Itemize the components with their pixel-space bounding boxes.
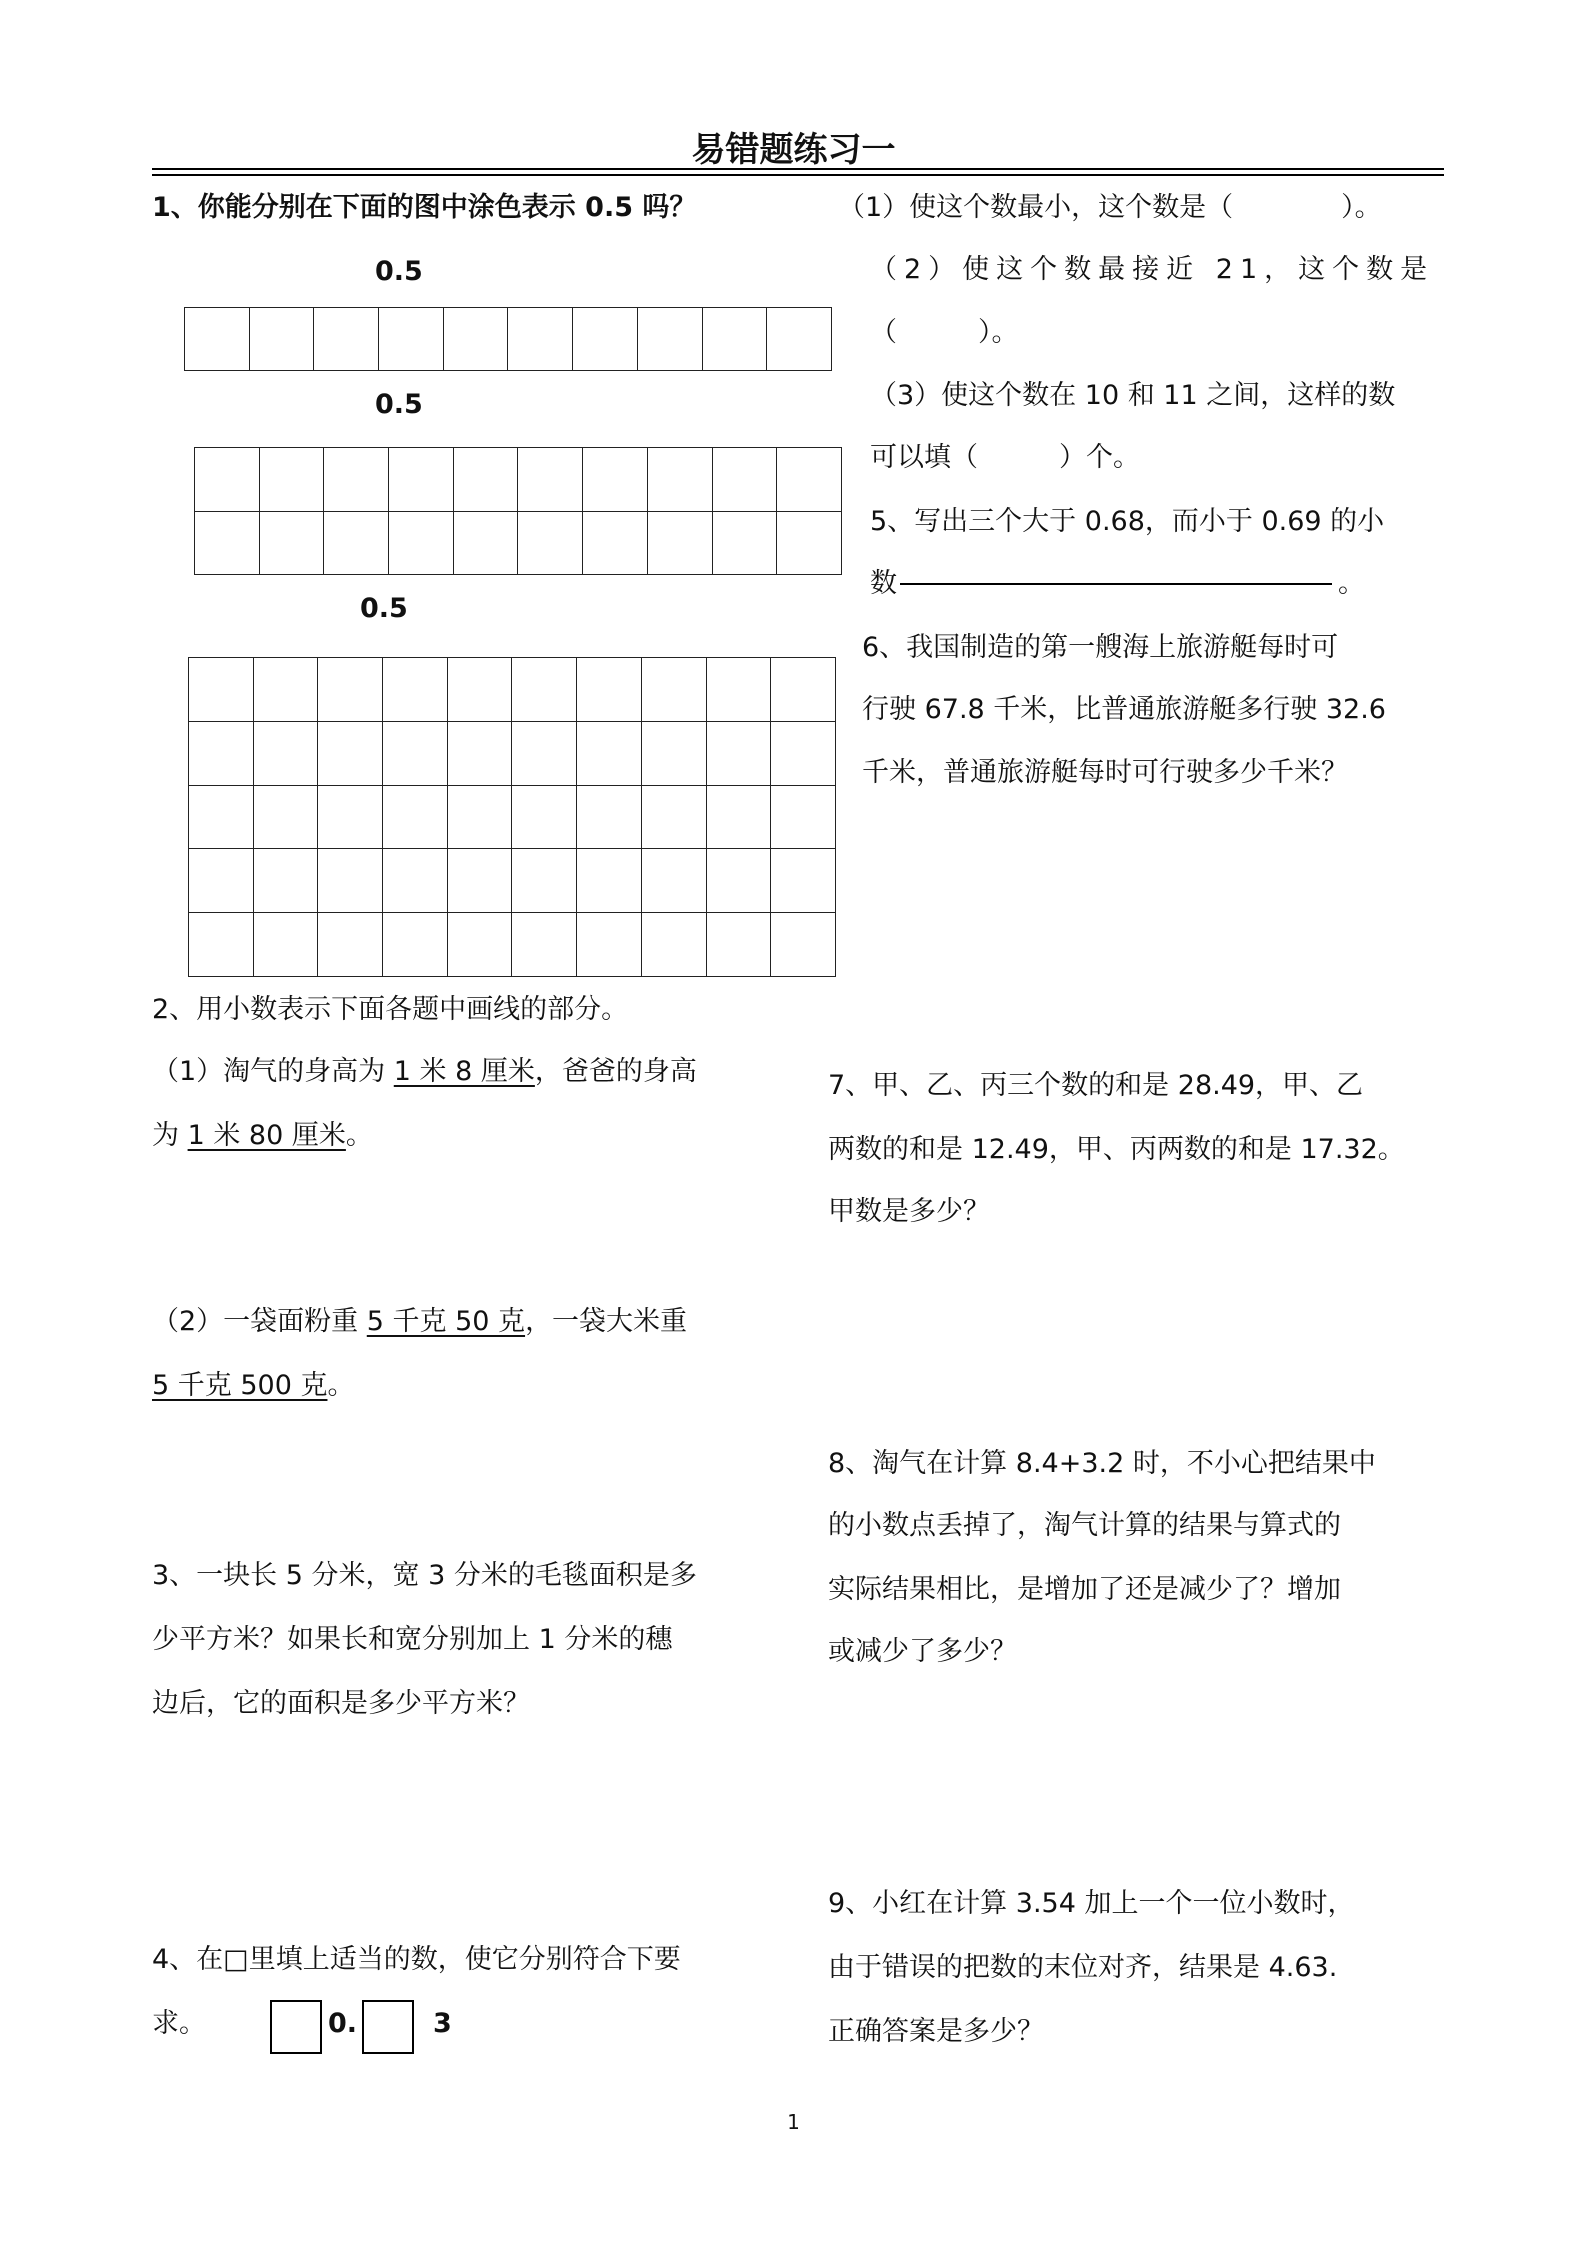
q9-line-1: 9、小红在计算 3.54 加上一个一位小数时， [828,1888,1355,1919]
grid-cell[interactable] [706,785,771,849]
q5-line-1: 5、写出三个大于 0.68，而小于 0.69 的小 [870,506,1385,537]
grid-cell[interactable] [712,448,777,512]
q2-part1-text-a: （1）淘气的身高为 [152,1056,394,1087]
q8-line-2: 的小数点丢掉了，淘气计算的结果与算式的 [828,1510,1341,1541]
q5-line-2-start: 数 [870,568,897,599]
q4-sub2-line1: （2）使这个数最接近 21，这个数是 [870,254,1435,285]
grid-cell[interactable] [389,511,454,575]
grid-cell[interactable] [706,658,771,722]
grid-cell[interactable] [443,308,508,371]
q2-part2-text-d: 。 [327,1370,355,1401]
grid-cell[interactable] [379,308,444,371]
grid-cell[interactable] [641,721,706,785]
grid-cell[interactable] [706,849,771,913]
grid-cell[interactable] [189,658,254,722]
grid-cell[interactable] [318,658,383,722]
grid-cell[interactable] [712,511,777,575]
grid-cell[interactable] [647,511,712,575]
grid-cell[interactable] [577,721,642,785]
grid-cell[interactable] [383,849,448,913]
grid-cell[interactable] [253,658,318,722]
grid-cell[interactable] [383,658,448,722]
grid-cell[interactable] [577,849,642,913]
q1-prompt: 1、你能分别在下面的图中涂色表示 0.5 吗？ [152,192,697,223]
grid-cell[interactable] [253,913,318,977]
grid-cell[interactable] [324,511,389,575]
q1-grid-1x10[interactable] [184,307,832,371]
q3-line-2: 少平方米？如果长和宽分别加上 1 分米的穗 [152,1624,673,1655]
q4-number-part-2: 3 [433,2008,452,2039]
grid-cell[interactable] [577,913,642,977]
grid-cell[interactable] [637,308,702,371]
q2-part1-underlined-2: 1 米 80 厘米 [187,1120,346,1151]
grid-cell[interactable] [512,913,577,977]
q1-grid-2x10[interactable] [194,447,842,575]
q3-line-1: 3、一块长 5 分米，宽 3 分米的毛毯面积是多 [152,1560,697,1591]
grid-cell[interactable] [767,308,832,371]
q2-part1-text-c: 为 [152,1120,188,1151]
q2-prompt: 2、用小数表示下面各题中画线的部分。 [152,994,629,1025]
grid-cell[interactable] [512,658,577,722]
q9-line-3: 正确答案是多少？ [828,2016,1044,2047]
q6-line-3: 千米，普通旅游艇每时可行驶多少千米？ [862,757,1348,788]
grid-cell[interactable] [518,511,583,575]
q8-line-3: 实际结果相比，是增加了还是减少了？增加 [828,1574,1341,1605]
grid-cell[interactable] [195,448,260,512]
grid-cell[interactable] [641,849,706,913]
grid-cell[interactable] [702,308,767,371]
q2-part2-line2 [152,1366,354,1406]
grid-cell[interactable] [189,785,254,849]
grid-cell[interactable] [583,511,648,575]
grid-cell[interactable] [771,849,836,913]
q4-line-2: 求。 [152,2008,206,2039]
grid-cell[interactable] [518,448,583,512]
grid-cell[interactable] [253,785,318,849]
grid-cell[interactable] [447,658,512,722]
grid-cell[interactable] [777,448,842,512]
q4-blank-box-1[interactable] [270,2000,322,2054]
grid-cell[interactable] [189,913,254,977]
q2-part1-line2 [152,1116,373,1156]
grid-cell[interactable] [314,308,379,371]
q4-sub1: （1）使这个数最小，这个数是（ ）。 [838,192,1382,223]
grid-cell[interactable] [583,448,648,512]
q1-grid-5x10[interactable] [188,657,836,977]
page-number: 1 [787,2110,800,2134]
grid-cell[interactable] [641,913,706,977]
title-rule-bottom [152,174,1444,176]
grid-cell[interactable] [383,913,448,977]
grid-cell[interactable] [777,511,842,575]
q2-part2-underlined-1: 5 千克 50 克 [366,1306,526,1337]
grid-cell[interactable] [771,721,836,785]
q1-grid2-label: 0.5 [375,389,423,420]
grid-cell[interactable] [318,849,383,913]
q2-part2-text-a: （2）一袋面粉重 [152,1306,367,1337]
q7-line-2: 两数的和是 12.49，甲、丙两数的和是 17.32。 [828,1134,1405,1165]
title-rule-top [152,168,1444,170]
q5-line-2-end: 。 [1338,568,1365,599]
q2-part2-underlined-2: 5 千克 500 克 [152,1370,328,1401]
q2-part1-underlined-1: 1 米 8 厘米 [393,1056,535,1087]
page-title: 易错题练习一 [691,130,896,170]
q1-grid1-label: 0.5 [375,256,423,287]
grid-cell[interactable] [641,785,706,849]
grid-cell[interactable] [577,658,642,722]
q4-number-part-1: 0. [328,2008,358,2039]
grid-cell[interactable] [447,721,512,785]
q8-line-1: 8、淘气在计算 8.4+3.2 时，不小心把结果中 [828,1448,1376,1479]
grid-cell[interactable] [647,448,712,512]
grid-cell[interactable] [577,785,642,849]
q1-grid3-label: 0.5 [360,593,408,624]
grid-cell[interactable] [185,308,250,371]
q5-answer-line[interactable] [900,583,1332,585]
grid-cell[interactable] [512,785,577,849]
grid-cell[interactable] [249,308,314,371]
grid-cell[interactable] [383,785,448,849]
grid-cell[interactable] [508,308,573,371]
q6-line-1: 6、我国制造的第一艘海上旅游艇每时可 [862,632,1339,663]
q2-part1-line1 [152,1052,697,1092]
grid-cell[interactable] [573,308,638,371]
grid-cell[interactable] [512,849,577,913]
q2-part2-text-b: ，一袋大米重 [525,1306,688,1337]
q4-line-1: 4、在□里填上适当的数，使它分别符合下要 [152,1944,681,1975]
grid-cell[interactable] [771,785,836,849]
q4-sub2-line2: （ ）。 [870,317,1019,348]
grid-cell[interactable] [389,448,454,512]
grid-cell[interactable] [253,721,318,785]
grid-cell[interactable] [706,913,771,977]
q9-line-2: 由于错误的把数的末位对齐，结果是 4.63. [828,1952,1338,1983]
q7-line-3: 甲数是多少？ [828,1196,990,1227]
grid-cell[interactable] [383,721,448,785]
grid-cell[interactable] [259,448,324,512]
q4-sub3-line2: 可以填（ ）个。 [870,442,1140,473]
grid-cell[interactable] [447,849,512,913]
grid-cell[interactable] [771,658,836,722]
q8-line-4: 或减少了多少？ [828,1636,1017,1667]
grid-cell[interactable] [195,511,260,575]
q4-sub3-line1: （3）使这个数在 10 和 11 之间，这样的数 [870,380,1396,411]
grid-cell[interactable] [447,913,512,977]
grid-cell[interactable] [253,849,318,913]
grid-cell[interactable] [318,721,383,785]
grid-cell[interactable] [447,785,512,849]
grid-cell[interactable] [318,913,383,977]
q2-part1-text-b: ，爸爸的身高 [534,1056,697,1087]
q6-line-2: 行驶 67.8 千米，比普通旅游艇多行驶 32.6 [862,694,1386,725]
grid-cell[interactable] [453,511,518,575]
q2-part2-line1 [152,1302,687,1342]
grid-cell[interactable] [771,913,836,977]
grid-cell[interactable] [453,448,518,512]
q2-part1-text-d: 。 [345,1120,373,1151]
grid-cell[interactable] [641,658,706,722]
grid-cell[interactable] [189,849,254,913]
q7-line-1: 7、甲、乙、丙三个数的和是 28.49，甲、乙 [828,1070,1364,1101]
q3-line-3: 边后，它的面积是多少平方米？ [152,1688,530,1719]
grid-cell[interactable] [259,511,324,575]
grid-cell[interactable] [189,721,254,785]
grid-cell[interactable] [706,721,771,785]
grid-cell[interactable] [318,785,383,849]
grid-cell[interactable] [512,721,577,785]
grid-cell[interactable] [324,448,389,512]
q4-blank-box-2[interactable] [362,2000,414,2054]
